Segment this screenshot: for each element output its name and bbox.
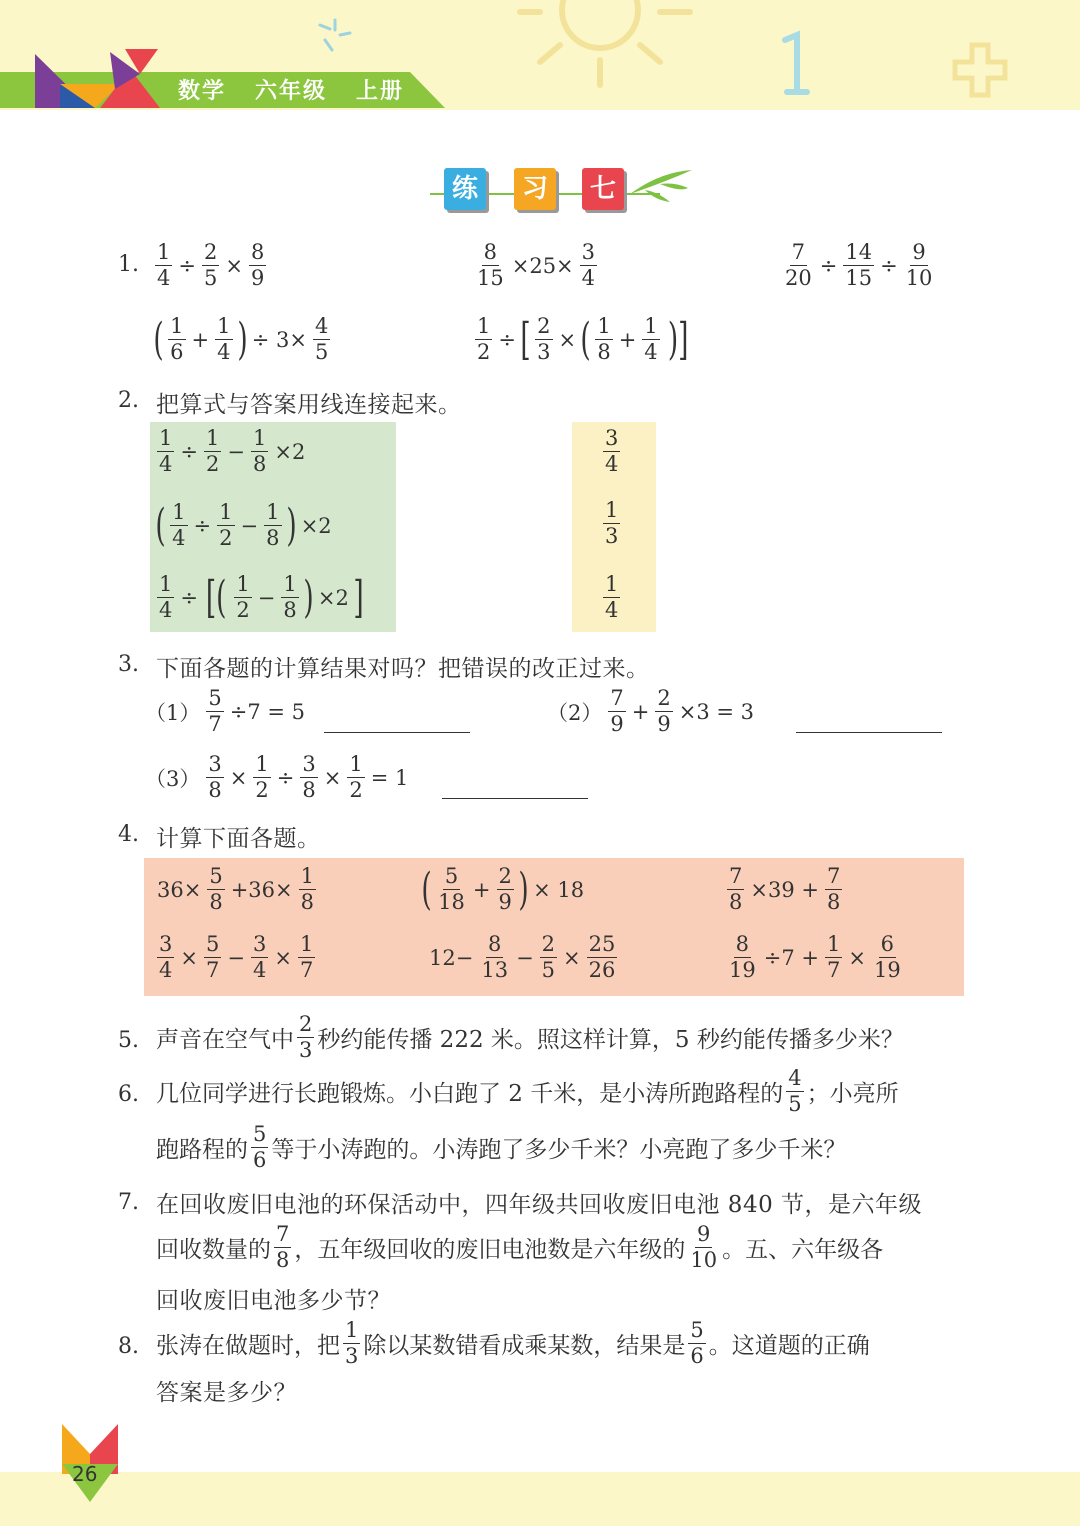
q7-line-1: 在回收废旧电池的环保活动中，四年级共回收废旧电池 840 节，是六年级 <box>156 1192 923 1218</box>
q4-number: 4. <box>118 822 139 847</box>
q3-item-2: （2） $\frac{7}{9}$ + $\frac{2}{9}$ ×3 = 3 <box>547 686 754 736</box>
q2-left-3: $\frac{1}{4}$ ÷ [( $\frac{1}{2}$ − $\frac{1}{8}$ ) ×2 ] <box>159 571 364 623</box>
footer-background <box>0 1472 1080 1526</box>
q2-number: 2. <box>118 388 139 413</box>
q3-answer-blank-1[interactable] <box>324 732 470 733</box>
q3-item-3: （3） $\frac{3}{8}$ × $\frac{1}{2}$ ÷ $\frac{3}{8}$ × $\frac{1}{2}$ = 1 <box>145 752 409 802</box>
q2-answer-1: $\frac{3}{4}$ <box>605 426 619 476</box>
q4-expr-5: 12− $\frac{8}{13}$ − $\frac{2}{5}$ × $\frac{25}{26}$ <box>429 932 616 982</box>
q4-expr-1: 36× $\frac{5}{8}$ +36× $\frac{1}{8}$ <box>157 864 314 914</box>
q4-text: 计算下面各题。 <box>156 826 321 852</box>
title-char-2: 习 <box>514 168 556 210</box>
exercise-title <box>430 162 700 222</box>
q2-left-2: ( $\frac{1}{4}$ ÷ $\frac{1}{2}$ − $\frac{1}{8}$ ) ×2 <box>155 499 332 551</box>
q4-expr-6: $\frac{8}{19}$ ÷7 + $\frac{1}{7}$ × $\frac{6}{19}$ <box>729 932 901 982</box>
q6-line-2: 跑路程的 $\frac{5}{6}$ 等于小涛跑的。小涛跑了多少千米？小亮跑了多少千米？ <box>156 1122 847 1172</box>
book-subject: 数学 <box>178 79 227 104</box>
q2-answer-2: $\frac{1}{3}$ <box>605 498 619 548</box>
book-grade: 六年级 <box>255 79 328 104</box>
q5-text: 声音在空气中 $\frac{2}{3}$ 秒约能传播 222 米。照这样计算，5 秒约能传播多少米？ <box>156 1012 904 1062</box>
q4-expr-4: $\frac{3}{4}$ × $\frac{5}{7}$ − $\frac{3}{4}$ × $\frac{1}{7}$ <box>159 932 314 982</box>
q8-line-1: 张涛在做题时，把 $\frac{1}{3}$ 除以某数错看成乘某数，结果是 $\frac{5}{6}$ 。这道题的正确 <box>156 1318 870 1368</box>
page-number: 26 <box>72 1462 98 1486</box>
q7-line-2: 回收数量的 $\frac{7}{8}$ ，五年级回收的废旧电池数是六年级的 $\frac{9}{10}$ 。五、六年级各 <box>156 1222 884 1272</box>
q1-expr-2: $\frac{8}{15}$ ×25× $\frac{3}{4}$ <box>477 240 596 290</box>
q4-expr-3: $\frac{7}{8}$ ×39 + $\frac{7}{8}$ <box>729 864 841 914</box>
q1-expr-1: $\frac{1}{4}$ ÷ $\frac{2}{5}$ × $\frac{8}{9}$ <box>157 240 265 290</box>
q8-number: 8. <box>118 1334 139 1359</box>
q3-text: 下面各题的计算结果对吗？把错误的改正过来。 <box>156 656 650 682</box>
q8-line-2: 答案是多少？ <box>156 1380 297 1406</box>
title-char-3: 七 <box>582 168 624 210</box>
q2-left-1: $\frac{1}{4}$ ÷ $\frac{1}{2}$ − $\frac{1}{8}$ ×2 <box>159 426 306 476</box>
q3-answer-blank-3[interactable] <box>442 798 588 799</box>
q5-number: 5. <box>118 1028 139 1053</box>
q7-number: 7. <box>118 1190 139 1215</box>
q1-number: 1. <box>118 252 139 277</box>
q2-text: 把算式与答案用线连接起来。 <box>156 392 462 418</box>
q3-number: 3. <box>118 652 139 677</box>
q1-expr-5: $\frac{1}{2}$ ÷ [ $\frac{2}{3}$ × ( $\frac{1}{8}$ + $\frac{1}{4}$ )] <box>477 313 689 365</box>
q2-answer-3: $\frac{1}{4}$ <box>605 572 619 622</box>
plus-decoration <box>950 40 1010 100</box>
book-volume: 上册 <box>356 79 405 104</box>
q1-expr-4: ( $\frac{1}{6}$ + $\frac{1}{4}$ ) ÷ 3× $\frac{4}{5}$ <box>153 313 329 365</box>
q1-expr-3: $\frac{7}{20}$ ÷ $\frac{14}{15}$ ÷ $\frac{9}{10}$ <box>785 240 933 290</box>
number-one-decoration <box>775 30 815 100</box>
q3-item-1: （1） $\frac{5}{7}$ ÷7 = 5 <box>145 686 306 736</box>
title-char-1: 练 <box>444 168 486 210</box>
q3-answer-blank-2[interactable] <box>796 732 942 733</box>
sun-decoration <box>500 0 720 100</box>
q4-expr-2: ( $\frac{5}{18}$ + $\frac{2}{9}$ ) × 18 <box>421 863 585 915</box>
q6-line-1: 几位同学进行长跑锻炼。小白跑了 2 千米，是小涛所跑路程的 $\frac{4}{5}$ ；小亮所 <box>156 1066 899 1116</box>
q6-number: 6. <box>118 1082 139 1107</box>
q7-line-3: 回收废旧电池多少节？ <box>156 1288 391 1314</box>
book-header <box>178 74 404 105</box>
